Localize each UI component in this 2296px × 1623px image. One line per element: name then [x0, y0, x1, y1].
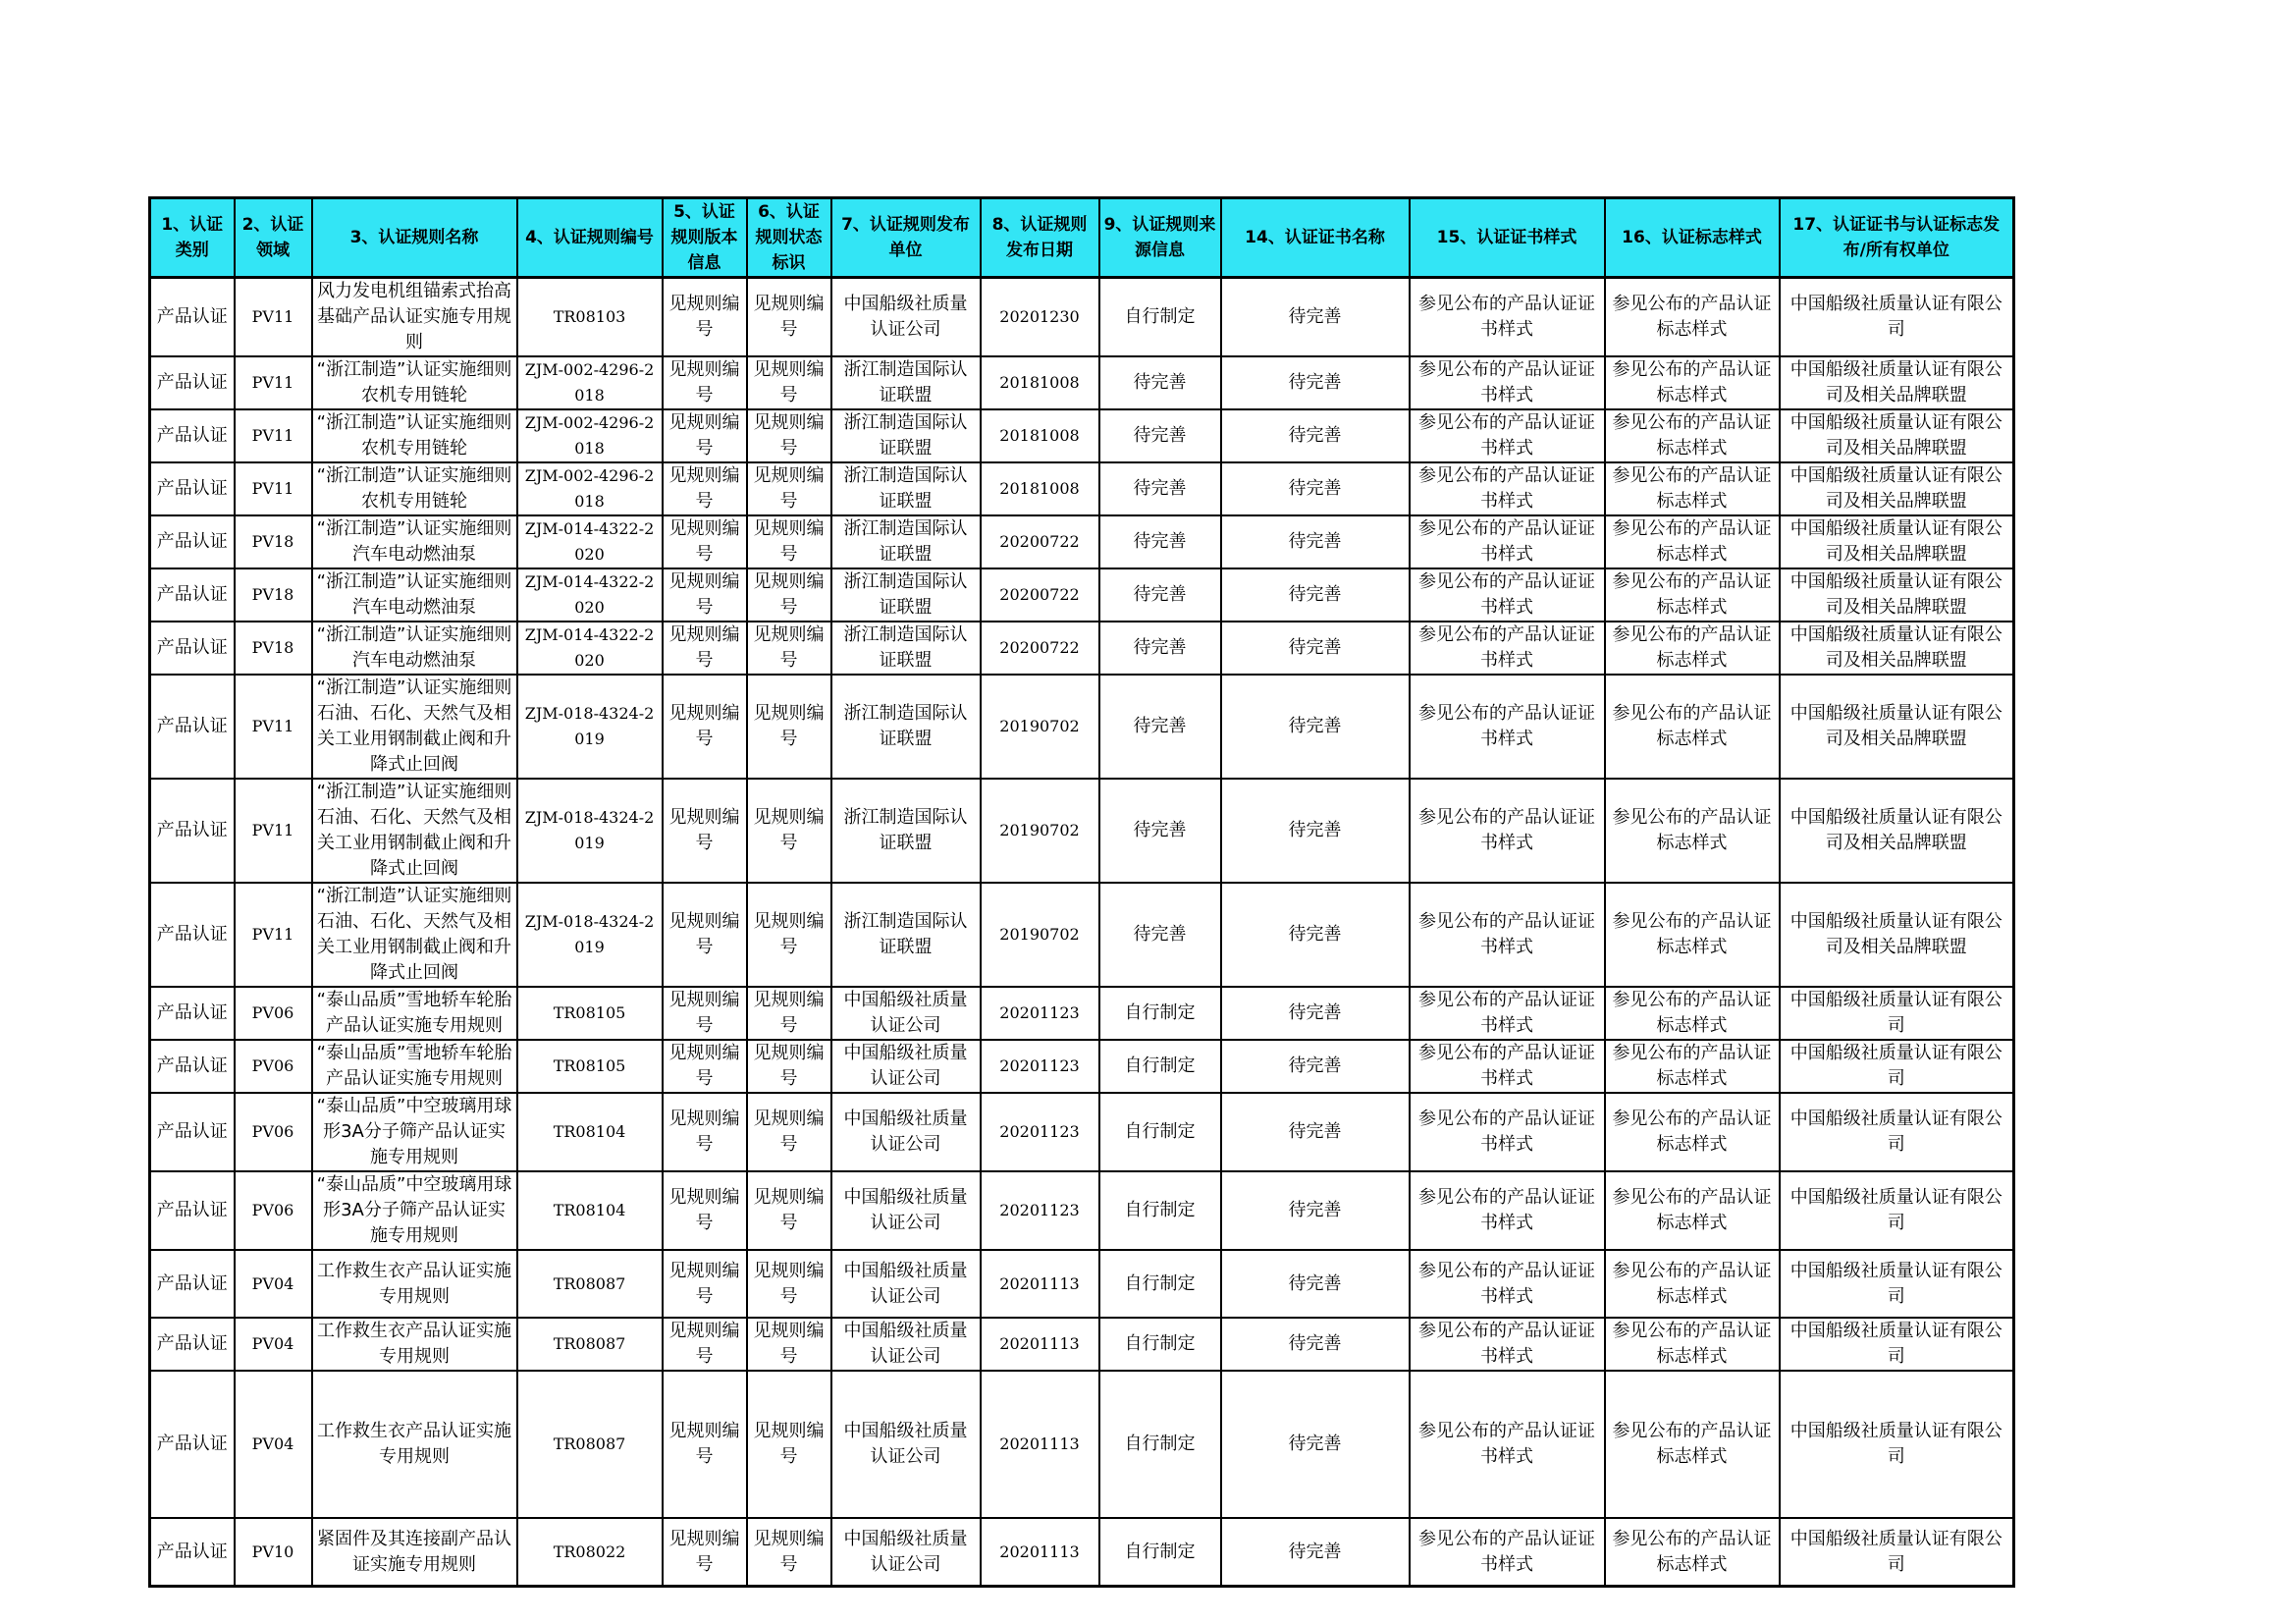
- cell-source: 待完善: [1099, 409, 1221, 462]
- cell-status: 见规则编号: [747, 568, 831, 622]
- cell-mark-style: 参见公布的产品认证标志样式: [1605, 675, 1780, 779]
- cell-cert-name: 待完善: [1221, 1250, 1410, 1318]
- cell-category: 产品认证: [150, 462, 235, 515]
- cell-category: 产品认证: [150, 622, 235, 675]
- cell-owner: 中国船级社质量认证有限公司及相关品牌联盟: [1780, 356, 2014, 409]
- cell-cert-name: 待完善: [1221, 987, 1410, 1040]
- cell-field: PV04: [235, 1371, 312, 1518]
- header-rule-name: 3、认证规则名称: [312, 198, 517, 278]
- cell-rule-name: “泰山品质”中空玻璃用球形3A分子筛产品认证实施专用规则: [312, 1093, 517, 1171]
- cell-publish-date: 20181008: [981, 409, 1099, 462]
- cell-status: 见规则编号: [747, 462, 831, 515]
- table-row: [150, 622, 2014, 675]
- cell-status: 见规则编号: [747, 1171, 831, 1250]
- cell-publish-date: 20181008: [981, 462, 1099, 515]
- cell-status: 见规则编号: [747, 1250, 831, 1318]
- table-row: [150, 278, 2014, 357]
- cell-publisher: 中国船级社质量认证公司: [831, 1093, 981, 1171]
- cell-cert-name: 待完善: [1221, 1518, 1410, 1587]
- cell-rule-name: 工作救生衣产品认证实施专用规则: [312, 1371, 517, 1518]
- cell-owner: 中国船级社质量认证有限公司及相关品牌联盟: [1780, 883, 2014, 987]
- header-cert-name: 14、认证证书名称: [1221, 198, 1410, 278]
- cell-mark-style: 参见公布的产品认证标志样式: [1605, 622, 1780, 675]
- cell-rule-name: 工作救生衣产品认证实施专用规则: [312, 1318, 517, 1371]
- table-row: [150, 1318, 2014, 1371]
- cell-status: 见规则编号: [747, 987, 831, 1040]
- cell-version: 见规则编号: [663, 883, 747, 987]
- cell-mark-style: 参见公布的产品认证标志样式: [1605, 1371, 1780, 1518]
- cell-mark-style: 参见公布的产品认证标志样式: [1605, 1250, 1780, 1318]
- cell-rule-code: TR08105: [517, 1040, 663, 1093]
- cell-publisher: 浙江制造国际认证联盟: [831, 568, 981, 622]
- cell-source: 自行制定: [1099, 1318, 1221, 1371]
- cell-cert-name: 待完善: [1221, 1040, 1410, 1093]
- cell-category: 产品认证: [150, 1518, 235, 1587]
- cell-field: PV06: [235, 987, 312, 1040]
- cell-rule-name: “浙江制造”认证实施细则石油、石化、天然气及相关工业用钢制截止阀和升降式止回阀: [312, 779, 517, 883]
- header-status: 6、认证规则状态标识: [747, 198, 831, 278]
- cell-field: PV11: [235, 356, 312, 409]
- cell-owner: 中国船级社质量认证有限公司: [1780, 1171, 2014, 1250]
- cell-owner: 中国船级社质量认证有限公司及相关品牌联盟: [1780, 779, 2014, 883]
- cell-cert-name: 待完善: [1221, 1171, 1410, 1250]
- cell-version: 见规则编号: [663, 409, 747, 462]
- cell-cert-style: 参见公布的产品认证证书样式: [1410, 568, 1605, 622]
- cell-owner: 中国船级社质量认证有限公司及相关品牌联盟: [1780, 409, 2014, 462]
- cell-category: 产品认证: [150, 1093, 235, 1171]
- cell-cert-style: 参见公布的产品认证证书样式: [1410, 1171, 1605, 1250]
- cell-mark-style: 参见公布的产品认证标志样式: [1605, 987, 1780, 1040]
- cell-publish-date: 20190702: [981, 675, 1099, 779]
- cell-rule-name: “泰山品质”中空玻璃用球形3A分子筛产品认证实施专用规则: [312, 1171, 517, 1250]
- cell-rule-code: ZJM-014-4322-2020: [517, 568, 663, 622]
- cell-field: PV04: [235, 1250, 312, 1318]
- cell-rule-name: “浙江制造”认证实施细则汽车电动燃油泵: [312, 568, 517, 622]
- cell-rule-code: TR08022: [517, 1518, 663, 1587]
- cell-source: 自行制定: [1099, 1250, 1221, 1318]
- cell-mark-style: 参见公布的产品认证标志样式: [1605, 1518, 1780, 1587]
- cell-publisher: 中国船级社质量认证公司: [831, 1040, 981, 1093]
- cell-version: 见规则编号: [663, 515, 747, 568]
- cell-source: 待完善: [1099, 622, 1221, 675]
- cell-cert-name: 待完善: [1221, 883, 1410, 987]
- cell-category: 产品认证: [150, 675, 235, 779]
- cell-cert-style: 参见公布的产品认证证书样式: [1410, 356, 1605, 409]
- cell-source: 待完善: [1099, 779, 1221, 883]
- cell-publisher: 中国船级社质量认证公司: [831, 1371, 981, 1518]
- cell-cert-style: 参见公布的产品认证证书样式: [1410, 779, 1605, 883]
- cell-version: 见规则编号: [663, 1371, 747, 1518]
- cell-source: 自行制定: [1099, 1171, 1221, 1250]
- cell-cert-name: 待完善: [1221, 568, 1410, 622]
- cell-cert-style: 参见公布的产品认证证书样式: [1410, 409, 1605, 462]
- cell-source: 待完善: [1099, 515, 1221, 568]
- cell-source: 待完善: [1099, 356, 1221, 409]
- cell-version: 见规则编号: [663, 1040, 747, 1093]
- cell-cert-style: 参见公布的产品认证证书样式: [1410, 1040, 1605, 1093]
- cell-field: PV11: [235, 779, 312, 883]
- cell-status: 见规则编号: [747, 1318, 831, 1371]
- cell-source: 待完善: [1099, 568, 1221, 622]
- cell-field: PV11: [235, 462, 312, 515]
- cell-rule-name: “浙江制造”认证实施细则石油、石化、天然气及相关工业用钢制截止阀和升降式止回阀: [312, 883, 517, 987]
- cell-cert-style: 参见公布的产品认证证书样式: [1410, 987, 1605, 1040]
- cell-rule-name: “泰山品质”雪地轿车轮胎产品认证实施专用规则: [312, 1040, 517, 1093]
- cell-rule-code: ZJM-018-4324-2019: [517, 883, 663, 987]
- header-version: 5、认证规则版本信息: [663, 198, 747, 278]
- cell-mark-style: 参见公布的产品认证标志样式: [1605, 883, 1780, 987]
- cell-source: 自行制定: [1099, 1371, 1221, 1518]
- cell-rule-code: TR08105: [517, 987, 663, 1040]
- cell-category: 产品认证: [150, 1371, 235, 1518]
- cell-cert-style: 参见公布的产品认证证书样式: [1410, 883, 1605, 987]
- cell-publish-date: 20201113: [981, 1518, 1099, 1587]
- cell-version: 见规则编号: [663, 356, 747, 409]
- cell-status: 见规则编号: [747, 515, 831, 568]
- cell-category: 产品认证: [150, 278, 235, 357]
- cell-cert-style: 参见公布的产品认证证书样式: [1410, 515, 1605, 568]
- table-row: [150, 1040, 2014, 1093]
- cell-owner: 中国船级社质量认证有限公司及相关品牌联盟: [1780, 568, 2014, 622]
- cell-publisher: 中国船级社质量认证公司: [831, 1318, 981, 1371]
- cell-version: 见规则编号: [663, 462, 747, 515]
- cell-category: 产品认证: [150, 1171, 235, 1250]
- cell-mark-style: 参见公布的产品认证标志样式: [1605, 515, 1780, 568]
- cell-rule-code: ZJM-002-4296-2018: [517, 409, 663, 462]
- cell-cert-name: 待完善: [1221, 515, 1410, 568]
- cell-publisher: 浙江制造国际认证联盟: [831, 675, 981, 779]
- cell-version: 见规则编号: [663, 987, 747, 1040]
- cell-source: 自行制定: [1099, 1518, 1221, 1587]
- cell-owner: 中国船级社质量认证有限公司及相关品牌联盟: [1780, 622, 2014, 675]
- header-row: [150, 198, 2014, 278]
- cell-mark-style: 参见公布的产品认证标志样式: [1605, 779, 1780, 883]
- cell-mark-style: 参见公布的产品认证标志样式: [1605, 1171, 1780, 1250]
- cell-owner: 中国船级社质量认证有限公司: [1780, 1250, 2014, 1318]
- cell-publish-date: 20201230: [981, 278, 1099, 357]
- table-row: [150, 1250, 2014, 1318]
- cell-rule-code: TR08087: [517, 1371, 663, 1518]
- cell-version: 见规则编号: [663, 1250, 747, 1318]
- cell-status: 见规则编号: [747, 883, 831, 987]
- cell-rule-name: “浙江制造”认证实施细则农机专用链轮: [312, 356, 517, 409]
- cell-owner: 中国船级社质量认证有限公司及相关品牌联盟: [1780, 515, 2014, 568]
- cell-publisher: 浙江制造国际认证联盟: [831, 779, 981, 883]
- cell-category: 产品认证: [150, 1040, 235, 1093]
- cell-cert-style: 参见公布的产品认证证书样式: [1410, 1318, 1605, 1371]
- cell-rule-name: “浙江制造”认证实施细则农机专用链轮: [312, 462, 517, 515]
- cell-field: PV18: [235, 568, 312, 622]
- cell-rule-code: ZJM-002-4296-2018: [517, 462, 663, 515]
- cell-cert-style: 参见公布的产品认证证书样式: [1410, 622, 1605, 675]
- cell-status: 见规则编号: [747, 356, 831, 409]
- cell-status: 见规则编号: [747, 1040, 831, 1093]
- cell-publish-date: 20181008: [981, 356, 1099, 409]
- cell-version: 见规则编号: [663, 278, 747, 357]
- cell-publisher: 浙江制造国际认证联盟: [831, 883, 981, 987]
- cell-owner: 中国船级社质量认证有限公司及相关品牌联盟: [1780, 675, 2014, 779]
- cell-publish-date: 20201123: [981, 1093, 1099, 1171]
- cell-rule-name: “浙江制造”认证实施细则农机专用链轮: [312, 409, 517, 462]
- cell-rule-code: ZJM-014-4322-2020: [517, 515, 663, 568]
- cell-publish-date: 20190702: [981, 779, 1099, 883]
- cell-cert-style: 参见公布的产品认证证书样式: [1410, 1093, 1605, 1171]
- cell-publish-date: 20200722: [981, 515, 1099, 568]
- cell-category: 产品认证: [150, 779, 235, 883]
- cell-field: PV06: [235, 1171, 312, 1250]
- cell-publish-date: 20201123: [981, 1040, 1099, 1093]
- cell-status: 见规则编号: [747, 622, 831, 675]
- cell-rule-name: 风力发电机组锚索式抬高基础产品认证实施专用规则: [312, 278, 517, 357]
- cell-rule-name: “浙江制造”认证实施细则汽车电动燃油泵: [312, 515, 517, 568]
- cell-version: 见规则编号: [663, 779, 747, 883]
- cell-mark-style: 参见公布的产品认证标志样式: [1605, 1318, 1780, 1371]
- cell-cert-name: 待完善: [1221, 1093, 1410, 1171]
- cell-owner: 中国船级社质量认证有限公司: [1780, 278, 2014, 357]
- header-mark-style: 16、认证标志样式: [1605, 198, 1780, 278]
- cell-version: 见规则编号: [663, 1093, 747, 1171]
- cell-publish-date: 20200722: [981, 568, 1099, 622]
- table-row: [150, 462, 2014, 515]
- cell-publisher: 浙江制造国际认证联盟: [831, 515, 981, 568]
- cell-status: 见规则编号: [747, 675, 831, 779]
- cell-category: 产品认证: [150, 883, 235, 987]
- header-field: 2、认证领域: [235, 198, 312, 278]
- cell-publisher: 浙江制造国际认证联盟: [831, 409, 981, 462]
- cell-source: 待完善: [1099, 675, 1221, 779]
- cell-cert-name: 待完善: [1221, 1318, 1410, 1371]
- cell-rule-code: TR08104: [517, 1093, 663, 1171]
- cell-publisher: 浙江制造国际认证联盟: [831, 622, 981, 675]
- cell-source: 自行制定: [1099, 278, 1221, 357]
- cell-cert-name: 待完善: [1221, 622, 1410, 675]
- cell-cert-name: 待完善: [1221, 675, 1410, 779]
- cell-cert-name: 待完善: [1221, 409, 1410, 462]
- table-row: [150, 409, 2014, 462]
- table-row: [150, 779, 2014, 883]
- cell-publisher: 中国船级社质量认证公司: [831, 1518, 981, 1587]
- cell-field: PV10: [235, 1518, 312, 1587]
- cell-rule-name: 工作救生衣产品认证实施专用规则: [312, 1250, 517, 1318]
- cell-status: 见规则编号: [747, 1518, 831, 1587]
- cell-source: 自行制定: [1099, 1040, 1221, 1093]
- cell-field: PV18: [235, 515, 312, 568]
- cell-status: 见规则编号: [747, 1093, 831, 1171]
- table-row: [150, 568, 2014, 622]
- cell-publish-date: 20201123: [981, 1171, 1099, 1250]
- cell-rule-code: TR08103: [517, 278, 663, 357]
- cell-field: PV06: [235, 1040, 312, 1093]
- cell-status: 见规则编号: [747, 278, 831, 357]
- table-row: [150, 675, 2014, 779]
- cell-owner: 中国船级社质量认证有限公司: [1780, 1518, 2014, 1587]
- header-publish-date: 8、认证规则发布日期: [981, 198, 1099, 278]
- cell-owner: 中国船级社质量认证有限公司: [1780, 1040, 2014, 1093]
- cell-field: PV06: [235, 1093, 312, 1171]
- cell-rule-code: ZJM-002-4296-2018: [517, 356, 663, 409]
- cell-cert-name: 待完善: [1221, 278, 1410, 357]
- cell-status: 见规则编号: [747, 409, 831, 462]
- cell-rule-code: TR08087: [517, 1318, 663, 1371]
- cell-rule-code: ZJM-018-4324-2019: [517, 675, 663, 779]
- cell-publish-date: 20201123: [981, 987, 1099, 1040]
- header-rule-code: 4、认证规则编号: [517, 198, 663, 278]
- table-row: [150, 1171, 2014, 1250]
- cell-status: 见规则编号: [747, 1371, 831, 1518]
- cell-source: 自行制定: [1099, 987, 1221, 1040]
- table-row: [150, 515, 2014, 568]
- cell-publisher: 浙江制造国际认证联盟: [831, 462, 981, 515]
- cell-mark-style: 参见公布的产品认证标志样式: [1605, 1093, 1780, 1171]
- cell-rule-code: ZJM-018-4324-2019: [517, 779, 663, 883]
- cell-mark-style: 参见公布的产品认证标志样式: [1605, 409, 1780, 462]
- cell-category: 产品认证: [150, 515, 235, 568]
- cell-publisher: 中国船级社质量认证公司: [831, 1250, 981, 1318]
- header-cert-style: 15、认证证书样式: [1410, 198, 1605, 278]
- table-row: [150, 1093, 2014, 1171]
- cell-version: 见规则编号: [663, 622, 747, 675]
- cell-category: 产品认证: [150, 987, 235, 1040]
- cell-publish-date: 20201113: [981, 1250, 1099, 1318]
- cell-rule-code: TR08087: [517, 1250, 663, 1318]
- cell-category: 产品认证: [150, 1250, 235, 1318]
- cell-field: PV18: [235, 622, 312, 675]
- cell-field: PV04: [235, 1318, 312, 1371]
- cell-owner: 中国船级社质量认证有限公司: [1780, 1093, 2014, 1171]
- cell-cert-style: 参见公布的产品认证证书样式: [1410, 1371, 1605, 1518]
- cell-rule-name: 紧固件及其连接副产品认证实施专用规则: [312, 1518, 517, 1587]
- table-row: [150, 356, 2014, 409]
- cell-version: 见规则编号: [663, 1318, 747, 1371]
- table-row: [150, 1518, 2014, 1587]
- cell-owner: 中国船级社质量认证有限公司: [1780, 1318, 2014, 1371]
- cell-rule-name: “浙江制造”认证实施细则汽车电动燃油泵: [312, 622, 517, 675]
- cell-version: 见规则编号: [663, 1518, 747, 1587]
- cell-owner: 中国船级社质量认证有限公司: [1780, 1371, 2014, 1518]
- cell-category: 产品认证: [150, 568, 235, 622]
- table-row: [150, 1371, 2014, 1518]
- cell-publish-date: 20201113: [981, 1371, 1099, 1518]
- header-category: 1、认证类别: [150, 198, 235, 278]
- cell-mark-style: 参见公布的产品认证标志样式: [1605, 1040, 1780, 1093]
- cell-rule-name: “浙江制造”认证实施细则石油、石化、天然气及相关工业用钢制截止阀和升降式止回阀: [312, 675, 517, 779]
- cell-version: 见规则编号: [663, 675, 747, 779]
- cell-cert-style: 参见公布的产品认证证书样式: [1410, 462, 1605, 515]
- cell-cert-name: 待完善: [1221, 1371, 1410, 1518]
- cell-publish-date: 20201113: [981, 1318, 1099, 1371]
- cell-mark-style: 参见公布的产品认证标志样式: [1605, 278, 1780, 357]
- cell-source: 自行制定: [1099, 1093, 1221, 1171]
- header-owner: 17、认证证书与认证标志发布/所有权单位: [1780, 198, 2014, 278]
- cell-source: 待完善: [1099, 462, 1221, 515]
- cell-field: PV11: [235, 883, 312, 987]
- header-publisher: 7、认证规则发布单位: [831, 198, 981, 278]
- cell-cert-style: 参见公布的产品认证证书样式: [1410, 675, 1605, 779]
- cell-owner: 中国船级社质量认证有限公司及相关品牌联盟: [1780, 462, 2014, 515]
- cell-rule-code: TR08104: [517, 1171, 663, 1250]
- header-source: 9、认证规则来源信息: [1099, 198, 1221, 278]
- cell-cert-name: 待完善: [1221, 356, 1410, 409]
- cell-version: 见规则编号: [663, 568, 747, 622]
- cell-field: PV11: [235, 675, 312, 779]
- cell-cert-name: 待完善: [1221, 779, 1410, 883]
- cell-mark-style: 参见公布的产品认证标志样式: [1605, 568, 1780, 622]
- cell-status: 见规则编号: [747, 779, 831, 883]
- cell-rule-name: “泰山品质”雪地轿车轮胎产品认证实施专用规则: [312, 987, 517, 1040]
- cell-category: 产品认证: [150, 409, 235, 462]
- cell-mark-style: 参见公布的产品认证标志样式: [1605, 462, 1780, 515]
- cell-field: PV11: [235, 278, 312, 357]
- cell-publisher: 中国船级社质量认证公司: [831, 987, 981, 1040]
- cell-cert-name: 待完善: [1221, 462, 1410, 515]
- cell-publish-date: 20190702: [981, 883, 1099, 987]
- cell-field: PV11: [235, 409, 312, 462]
- cell-publish-date: 20200722: [981, 622, 1099, 675]
- cell-source: 待完善: [1099, 883, 1221, 987]
- certification-rules-table: [148, 196, 2015, 1588]
- cell-category: 产品认证: [150, 356, 235, 409]
- cell-owner: 中国船级社质量认证有限公司: [1780, 987, 2014, 1040]
- table-row: [150, 883, 2014, 987]
- cell-category: 产品认证: [150, 1318, 235, 1371]
- cell-publisher: 中国船级社质量认证公司: [831, 278, 981, 357]
- cell-publisher: 中国船级社质量认证公司: [831, 1171, 981, 1250]
- cell-cert-style: 参见公布的产品认证证书样式: [1410, 278, 1605, 357]
- cell-publisher: 浙江制造国际认证联盟: [831, 356, 981, 409]
- cell-mark-style: 参见公布的产品认证标志样式: [1605, 356, 1780, 409]
- table-row: [150, 987, 2014, 1040]
- cell-cert-style: 参见公布的产品认证证书样式: [1410, 1250, 1605, 1318]
- cell-cert-style: 参见公布的产品认证证书样式: [1410, 1518, 1605, 1587]
- cell-rule-code: ZJM-014-4322-2020: [517, 622, 663, 675]
- cell-version: 见规则编号: [663, 1171, 747, 1250]
